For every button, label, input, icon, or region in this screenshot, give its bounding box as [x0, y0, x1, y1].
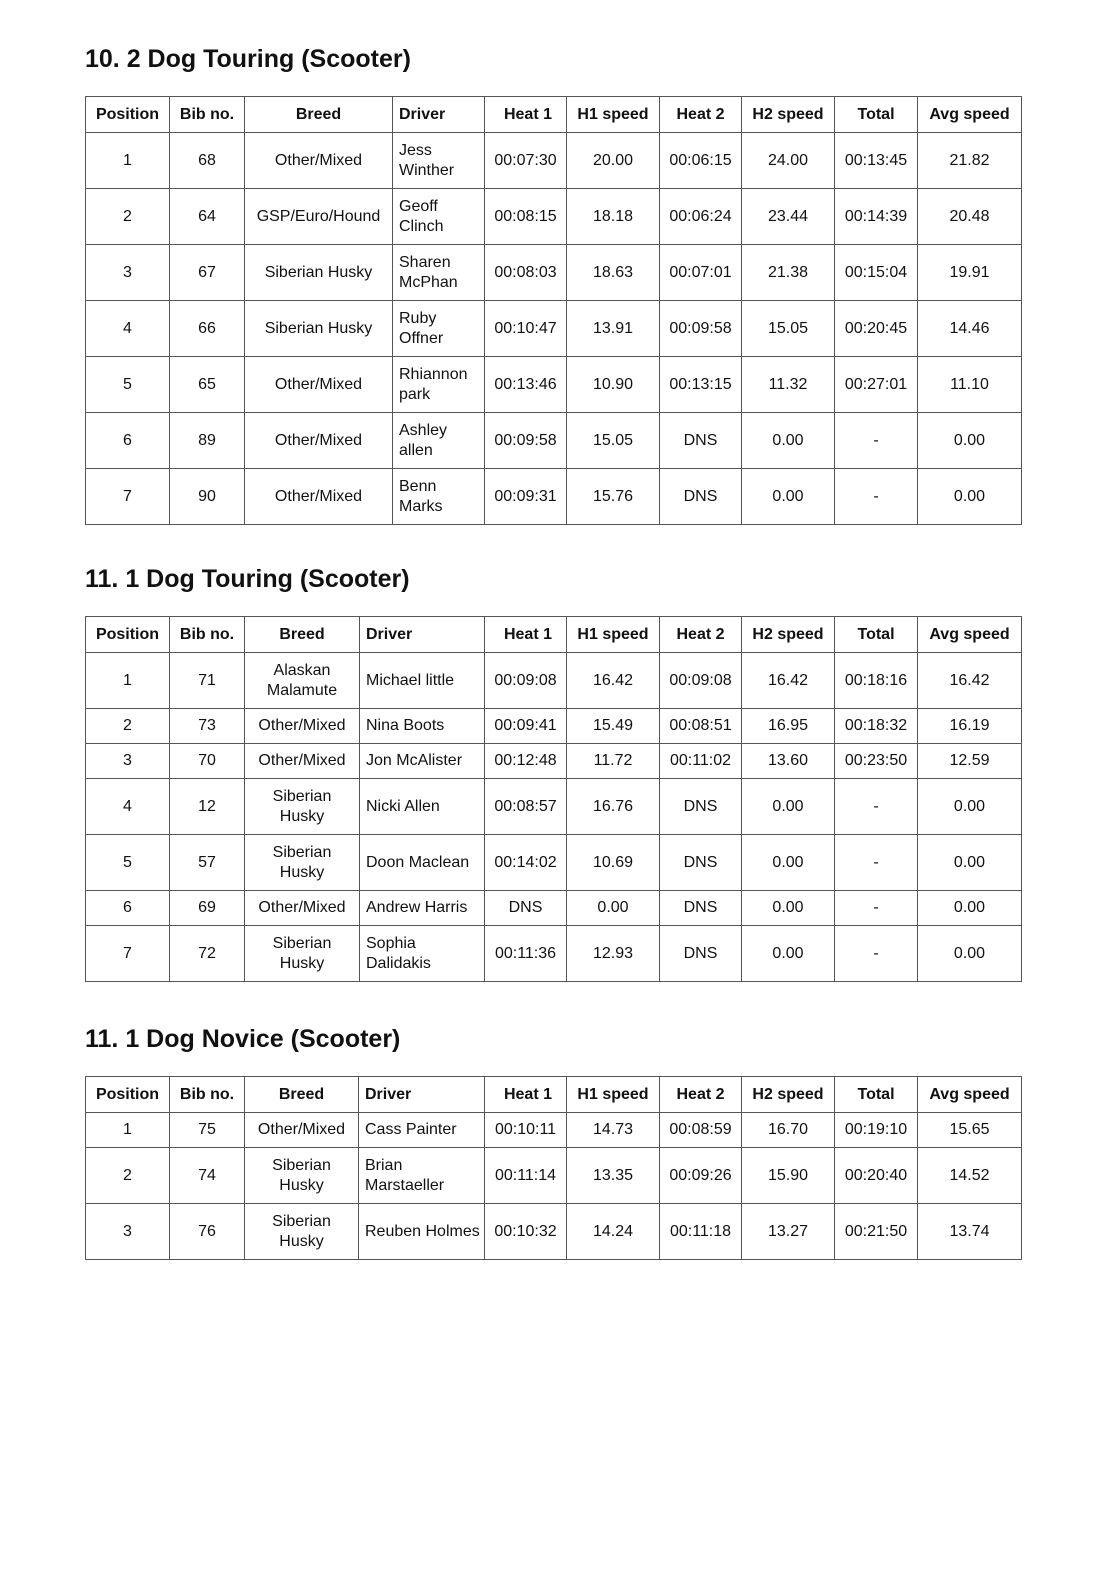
cell-heat2: 00:06:15 — [660, 133, 742, 189]
cell-heat2: 00:13:15 — [660, 357, 742, 413]
cell-h1-speed: 16.76 — [567, 779, 660, 835]
cell-h1-speed: 16.42 — [567, 653, 660, 709]
table-row — [86, 189, 1022, 245]
cell-driver: Rhiannon park — [393, 357, 485, 413]
cell-avg-speed: 11.10 — [918, 357, 1022, 413]
cell-breed: Other/Mixed — [245, 744, 360, 779]
cell-bib: 74 — [170, 1148, 245, 1204]
cell-h2-speed: 0.00 — [742, 779, 835, 835]
header-breed: Breed — [245, 617, 360, 653]
cell-h2-speed: 13.27 — [742, 1204, 835, 1260]
cell-driver: Cass Painter — [359, 1113, 485, 1148]
header-position: Position — [86, 1077, 170, 1113]
cell-heat1: 00:11:14 — [485, 1148, 567, 1204]
cell-heat2: DNS — [660, 779, 742, 835]
cell-breed: GSP/Euro/Hound — [245, 189, 393, 245]
cell-driver: Jon McAlister — [360, 744, 485, 779]
cell-breed: Other/Mixed — [245, 469, 393, 525]
table-row — [86, 357, 1022, 413]
cell-h2-speed: 21.38 — [742, 245, 835, 301]
header-bib: Bib no. — [170, 617, 245, 653]
cell-bib: 73 — [170, 709, 245, 744]
cell-bib: 71 — [170, 653, 245, 709]
cell-bib: 12 — [170, 779, 245, 835]
cell-heat2: 00:11:02 — [660, 744, 742, 779]
cell-avg-speed: 0.00 — [918, 835, 1022, 891]
cell-breed: Alaskan Malamute — [245, 653, 360, 709]
cell-driver: Nina Boots — [360, 709, 485, 744]
cell-avg-speed: 13.74 — [918, 1204, 1022, 1260]
cell-position: 2 — [86, 189, 170, 245]
cell-h2-speed: 0.00 — [742, 835, 835, 891]
cell-total: - — [835, 835, 918, 891]
table-body — [86, 1113, 1022, 1260]
header-driver: Driver — [359, 1077, 485, 1113]
cell-driver: Andrew Harris — [360, 891, 485, 926]
cell-bib: 65 — [170, 357, 245, 413]
cell-heat1: 00:09:41 — [485, 709, 567, 744]
cell-bib: 89 — [170, 413, 245, 469]
cell-heat1: 00:14:02 — [485, 835, 567, 891]
cell-breed: Siberian Husky — [245, 835, 360, 891]
cell-heat1: 00:10:11 — [485, 1113, 567, 1148]
cell-heat2: 00:06:24 — [660, 189, 742, 245]
cell-total: - — [835, 891, 918, 926]
header-bib: Bib no. — [170, 1077, 245, 1113]
cell-heat2: 00:08:59 — [660, 1113, 742, 1148]
cell-avg-speed: 14.46 — [918, 301, 1022, 357]
cell-heat1: 00:09:58 — [485, 413, 567, 469]
cell-driver: Sophia Dalidakis — [360, 926, 485, 982]
results-table — [85, 1076, 1022, 1260]
cell-h1-speed: 13.35 — [567, 1148, 660, 1204]
cell-driver: Sharen McPhan — [393, 245, 485, 301]
cell-heat2: DNS — [660, 469, 742, 525]
cell-position: 6 — [86, 891, 170, 926]
table-row — [86, 413, 1022, 469]
cell-heat1: 00:13:46 — [485, 357, 567, 413]
cell-heat1: 00:09:31 — [485, 469, 567, 525]
table-body — [86, 133, 1022, 525]
table-row — [86, 1204, 1022, 1260]
cell-position: 3 — [86, 1204, 170, 1260]
header-h1-speed: H1 speed — [567, 1077, 660, 1113]
cell-bib: 57 — [170, 835, 245, 891]
cell-breed: Siberian Husky — [245, 245, 393, 301]
cell-driver: Benn Marks — [393, 469, 485, 525]
cell-total: - — [835, 469, 918, 525]
header-bib: Bib no. — [170, 97, 245, 133]
header-total: Total — [835, 97, 918, 133]
cell-driver: Doon Maclean — [360, 835, 485, 891]
cell-total: 00:21:50 — [835, 1204, 918, 1260]
cell-avg-speed: 15.65 — [918, 1113, 1022, 1148]
cell-total: 00:13:45 — [835, 133, 918, 189]
cell-position: 2 — [86, 1148, 170, 1204]
cell-total: 00:20:40 — [835, 1148, 918, 1204]
cell-avg-speed: 0.00 — [918, 891, 1022, 926]
table-row — [86, 1148, 1022, 1204]
cell-h1-speed: 11.72 — [567, 744, 660, 779]
cell-avg-speed: 0.00 — [918, 469, 1022, 525]
table-header — [86, 1077, 1022, 1113]
cell-heat1: 00:10:32 — [485, 1204, 567, 1260]
cell-heat2: DNS — [660, 835, 742, 891]
cell-heat2: DNS — [660, 926, 742, 982]
cell-total: - — [835, 413, 918, 469]
header-h1-speed: H1 speed — [567, 617, 660, 653]
table-row — [86, 245, 1022, 301]
cell-driver: Michael little — [360, 653, 485, 709]
header-heat2: Heat 2 — [660, 97, 742, 133]
cell-total: 00:19:10 — [835, 1113, 918, 1148]
cell-breed: Siberian Husky — [245, 779, 360, 835]
cell-bib: 66 — [170, 301, 245, 357]
cell-driver: Geoff Clinch — [393, 189, 485, 245]
table-row — [86, 891, 1022, 926]
cell-avg-speed: 0.00 — [918, 413, 1022, 469]
cell-total: 00:20:45 — [835, 301, 918, 357]
cell-avg-speed: 0.00 — [918, 779, 1022, 835]
cell-position: 4 — [86, 779, 170, 835]
table-row — [86, 709, 1022, 744]
cell-total: 00:15:04 — [835, 245, 918, 301]
cell-total: 00:23:50 — [835, 744, 918, 779]
table-row — [86, 133, 1022, 189]
cell-avg-speed: 12.59 — [918, 744, 1022, 779]
header-avg-speed: Avg speed — [918, 617, 1022, 653]
cell-heat1: 00:09:08 — [485, 653, 567, 709]
cell-driver: Brian Marstaeller — [359, 1148, 485, 1204]
table-row — [86, 835, 1022, 891]
section-title: 11. 1 Dog Touring (Scooter) — [85, 565, 410, 593]
cell-heat2: 00:07:01 — [660, 245, 742, 301]
header-avg-speed: Avg speed — [918, 1077, 1022, 1113]
cell-heat1: 00:07:30 — [485, 133, 567, 189]
cell-h1-speed: 20.00 — [567, 133, 660, 189]
cell-total: 00:18:16 — [835, 653, 918, 709]
cell-h2-speed: 0.00 — [742, 891, 835, 926]
cell-h1-speed: 13.91 — [567, 301, 660, 357]
cell-h1-speed: 10.69 — [567, 835, 660, 891]
cell-h2-speed: 0.00 — [742, 413, 835, 469]
section-title: 10. 2 Dog Touring (Scooter) — [85, 45, 411, 73]
table-header — [86, 97, 1022, 133]
cell-h2-speed: 13.60 — [742, 744, 835, 779]
table-row — [86, 301, 1022, 357]
cell-breed: Siberian Husky — [245, 926, 360, 982]
cell-breed: Other/Mixed — [245, 1113, 359, 1148]
cell-driver: Ruby Offner — [393, 301, 485, 357]
table-header — [86, 617, 1022, 653]
cell-heat1: 00:08:57 — [485, 779, 567, 835]
cell-h1-speed: 0.00 — [567, 891, 660, 926]
cell-h1-speed: 14.24 — [567, 1204, 660, 1260]
cell-breed: Siberian Husky — [245, 1204, 359, 1260]
cell-driver: Ashley allen — [393, 413, 485, 469]
header-driver: Driver — [360, 617, 485, 653]
header-heat1: Heat 1 — [485, 617, 567, 653]
cell-breed: Other/Mixed — [245, 413, 393, 469]
cell-position: 3 — [86, 744, 170, 779]
cell-breed: Other/Mixed — [245, 891, 360, 926]
cell-bib: 69 — [170, 891, 245, 926]
cell-avg-speed: 16.42 — [918, 653, 1022, 709]
cell-breed: Other/Mixed — [245, 133, 393, 189]
cell-position: 7 — [86, 469, 170, 525]
cell-h1-speed: 12.93 — [567, 926, 660, 982]
header-driver: Driver — [393, 97, 485, 133]
header-heat2: Heat 2 — [660, 1077, 742, 1113]
cell-total: 00:27:01 — [835, 357, 918, 413]
header-total: Total — [835, 1077, 918, 1113]
table-row — [86, 469, 1022, 525]
cell-driver: Nicki Allen — [360, 779, 485, 835]
table-row — [86, 1113, 1022, 1148]
cell-bib: 72 — [170, 926, 245, 982]
cell-heat1: 00:08:03 — [485, 245, 567, 301]
cell-h2-speed: 0.00 — [742, 469, 835, 525]
cell-heat1: 00:08:15 — [485, 189, 567, 245]
cell-avg-speed: 20.48 — [918, 189, 1022, 245]
header-breed: Breed — [245, 1077, 359, 1113]
cell-h1-speed: 18.18 — [567, 189, 660, 245]
cell-avg-speed: 21.82 — [918, 133, 1022, 189]
section-1-dog-touring — [85, 561, 1021, 982]
cell-breed: Siberian Husky — [245, 301, 393, 357]
cell-avg-speed: 14.52 — [918, 1148, 1022, 1204]
cell-breed: Other/Mixed — [245, 357, 393, 413]
section-2-dog-touring — [85, 41, 1021, 525]
cell-bib: 64 — [170, 189, 245, 245]
header-avg-speed: Avg speed — [918, 97, 1022, 133]
cell-position: 5 — [86, 835, 170, 891]
header-h2-speed: H2 speed — [742, 617, 835, 653]
header-position: Position — [86, 97, 170, 133]
cell-bib: 67 — [170, 245, 245, 301]
header-h2-speed: H2 speed — [742, 1077, 835, 1113]
section-title: 11. 1 Dog Novice (Scooter) — [85, 1025, 401, 1053]
section-1-dog-novice — [85, 1021, 1021, 1260]
cell-heat2: DNS — [660, 413, 742, 469]
cell-h2-speed: 16.42 — [742, 653, 835, 709]
cell-avg-speed: 16.19 — [918, 709, 1022, 744]
cell-heat2: 00:09:26 — [660, 1148, 742, 1204]
cell-h2-speed: 11.32 — [742, 357, 835, 413]
cell-total: - — [835, 779, 918, 835]
cell-h1-speed: 18.63 — [567, 245, 660, 301]
cell-bib: 75 — [170, 1113, 245, 1148]
table-row — [86, 779, 1022, 835]
cell-heat2: 00:11:18 — [660, 1204, 742, 1260]
cell-avg-speed: 0.00 — [918, 926, 1022, 982]
cell-total: 00:14:39 — [835, 189, 918, 245]
header-position: Position — [86, 617, 170, 653]
cell-position: 1 — [86, 133, 170, 189]
cell-heat1: 00:11:36 — [485, 926, 567, 982]
cell-heat2: 00:08:51 — [660, 709, 742, 744]
cell-position: 5 — [86, 357, 170, 413]
results-table — [85, 96, 1022, 525]
cell-bib: 70 — [170, 744, 245, 779]
cell-position: 3 — [86, 245, 170, 301]
cell-h2-speed: 16.70 — [742, 1113, 835, 1148]
cell-position: 7 — [86, 926, 170, 982]
header-heat1: Heat 1 — [485, 1077, 567, 1113]
header-breed: Breed — [245, 97, 393, 133]
header-heat1: Heat 1 — [485, 97, 567, 133]
header-h2-speed: H2 speed — [742, 97, 835, 133]
table-row — [86, 744, 1022, 779]
cell-h2-speed: 24.00 — [742, 133, 835, 189]
cell-heat2: 00:09:58 — [660, 301, 742, 357]
cell-h2-speed: 15.90 — [742, 1148, 835, 1204]
cell-position: 2 — [86, 709, 170, 744]
cell-h2-speed: 16.95 — [742, 709, 835, 744]
header-total: Total — [835, 617, 918, 653]
cell-avg-speed: 19.91 — [918, 245, 1022, 301]
cell-bib: 90 — [170, 469, 245, 525]
cell-heat1: DNS — [485, 891, 567, 926]
cell-heat2: DNS — [660, 891, 742, 926]
cell-bib: 76 — [170, 1204, 245, 1260]
cell-heat1: 00:10:47 — [485, 301, 567, 357]
table-row — [86, 653, 1022, 709]
cell-h2-speed: 23.44 — [742, 189, 835, 245]
cell-h1-speed: 10.90 — [567, 357, 660, 413]
cell-h2-speed: 15.05 — [742, 301, 835, 357]
cell-position: 6 — [86, 413, 170, 469]
table-row — [86, 926, 1022, 982]
cell-h1-speed: 15.49 — [567, 709, 660, 744]
cell-breed: Siberian Husky — [245, 1148, 359, 1204]
cell-h2-speed: 0.00 — [742, 926, 835, 982]
cell-position: 1 — [86, 1113, 170, 1148]
cell-h1-speed: 14.73 — [567, 1113, 660, 1148]
cell-h1-speed: 15.05 — [567, 413, 660, 469]
header-row — [86, 1077, 1022, 1113]
header-heat2: Heat 2 — [660, 617, 742, 653]
cell-heat1: 00:12:48 — [485, 744, 567, 779]
table-body — [86, 653, 1022, 982]
cell-driver: Jess Winther — [393, 133, 485, 189]
header-row — [86, 97, 1022, 133]
cell-total: 00:18:32 — [835, 709, 918, 744]
cell-breed: Other/Mixed — [245, 709, 360, 744]
cell-driver: Reuben Holmes — [359, 1204, 485, 1260]
cell-heat2: 00:09:08 — [660, 653, 742, 709]
cell-total: - — [835, 926, 918, 982]
cell-position: 1 — [86, 653, 170, 709]
results-table — [85, 616, 1022, 982]
header-row — [86, 617, 1022, 653]
cell-h1-speed: 15.76 — [567, 469, 660, 525]
cell-bib: 68 — [170, 133, 245, 189]
cell-position: 4 — [86, 301, 170, 357]
header-h1-speed: H1 speed — [567, 97, 660, 133]
